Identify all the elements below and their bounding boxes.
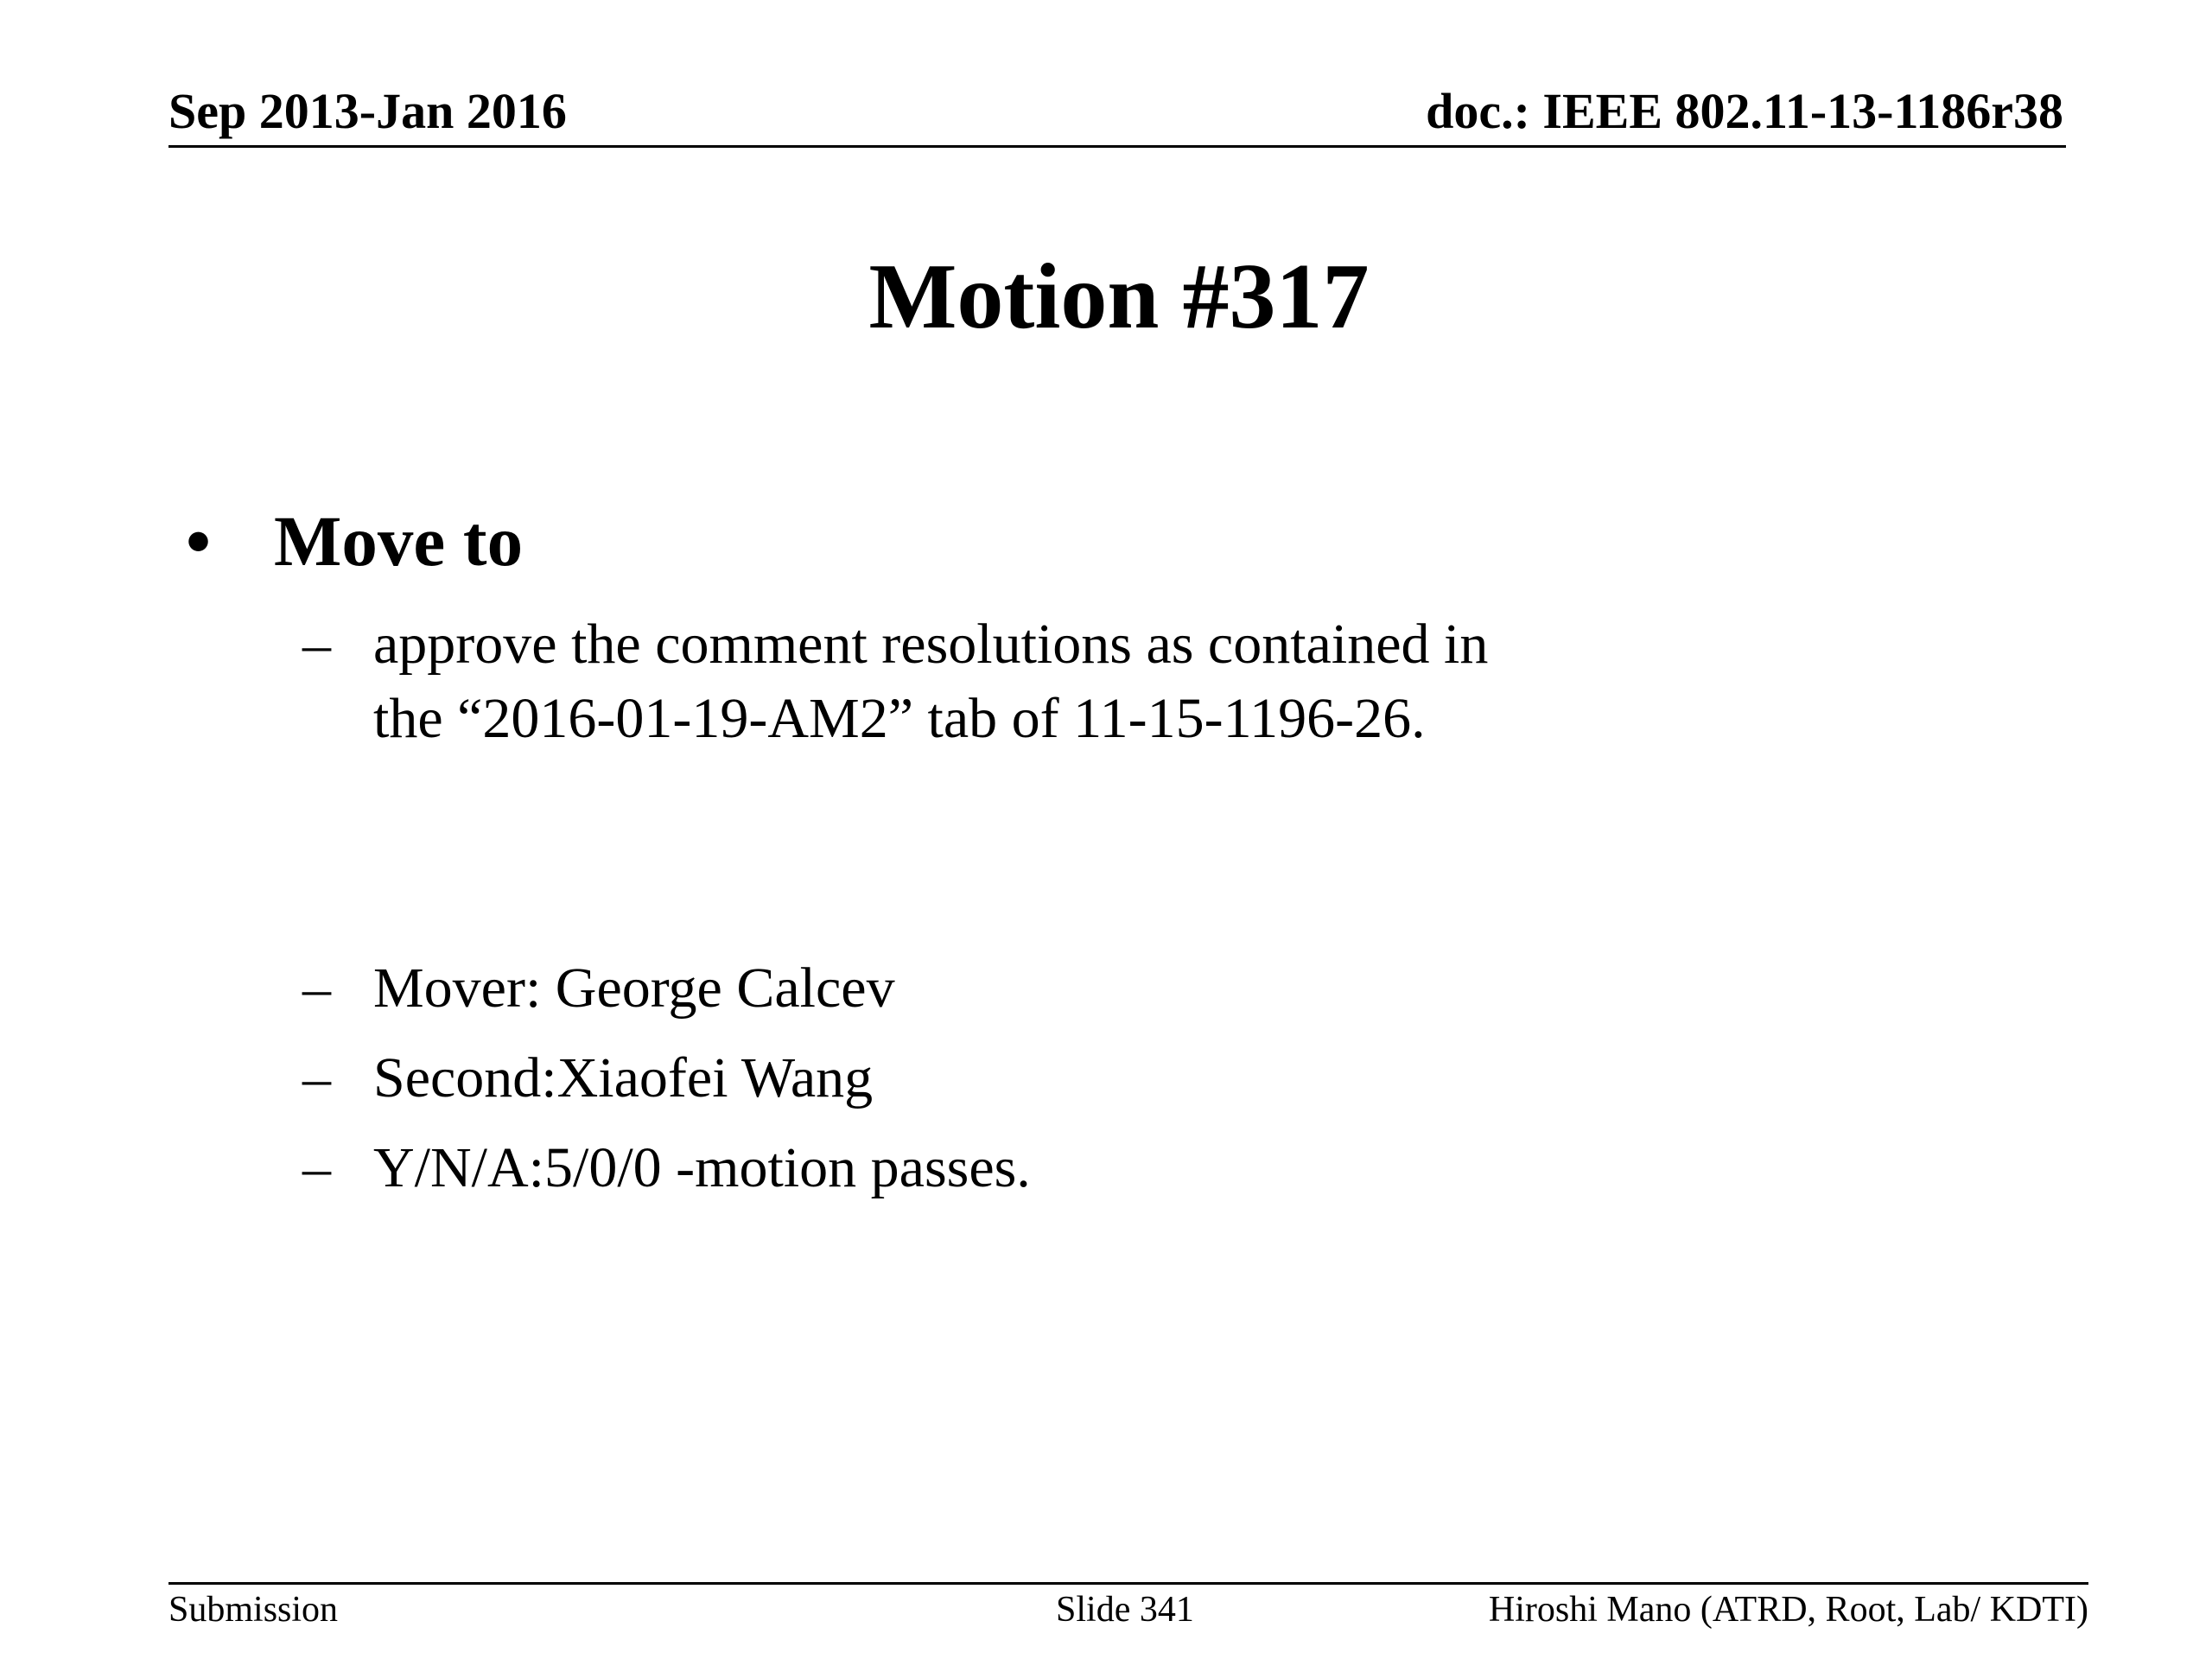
sub-item-text-line-2: the “2016-01-19-AM2” tab of 11-15-1196-26. [373,687,1426,750]
sub-item-marker: – [302,613,331,676]
sub-item-text: Mover: George Calcev [373,957,895,1020]
header-doc-number: doc.: IEEE 802.11-13-1186r38 [1426,83,2063,139]
header-date-range: Sep 2013-Jan 2016 [168,83,567,139]
bullet-text: Move to [274,501,524,581]
bullet-marker: • [186,501,212,581]
sub-item-text: Y/N/A:5/0/0 -motion passes. [373,1136,1031,1199]
sub-item-marker: – [302,957,331,1020]
header-divider [168,145,2066,148]
footer-divider [168,1582,2088,1585]
sub-item-text: Second:Xiaofei Wang [373,1046,874,1109]
sub-item-text-line-1: approve the comment resolutions as contained in [373,613,1489,676]
footer-submission: Submission [168,1590,339,1630]
sub-item-marker: – [302,1046,331,1109]
footer-slide-number: Slide 341 [1056,1590,1194,1630]
slide-title: Motion #317 [868,245,1370,348]
footer-author: Hiroshi Mano (ATRD, Root, Lab/ KDTI) [1488,1590,2088,1630]
sub-item-marker: – [302,1136,331,1199]
